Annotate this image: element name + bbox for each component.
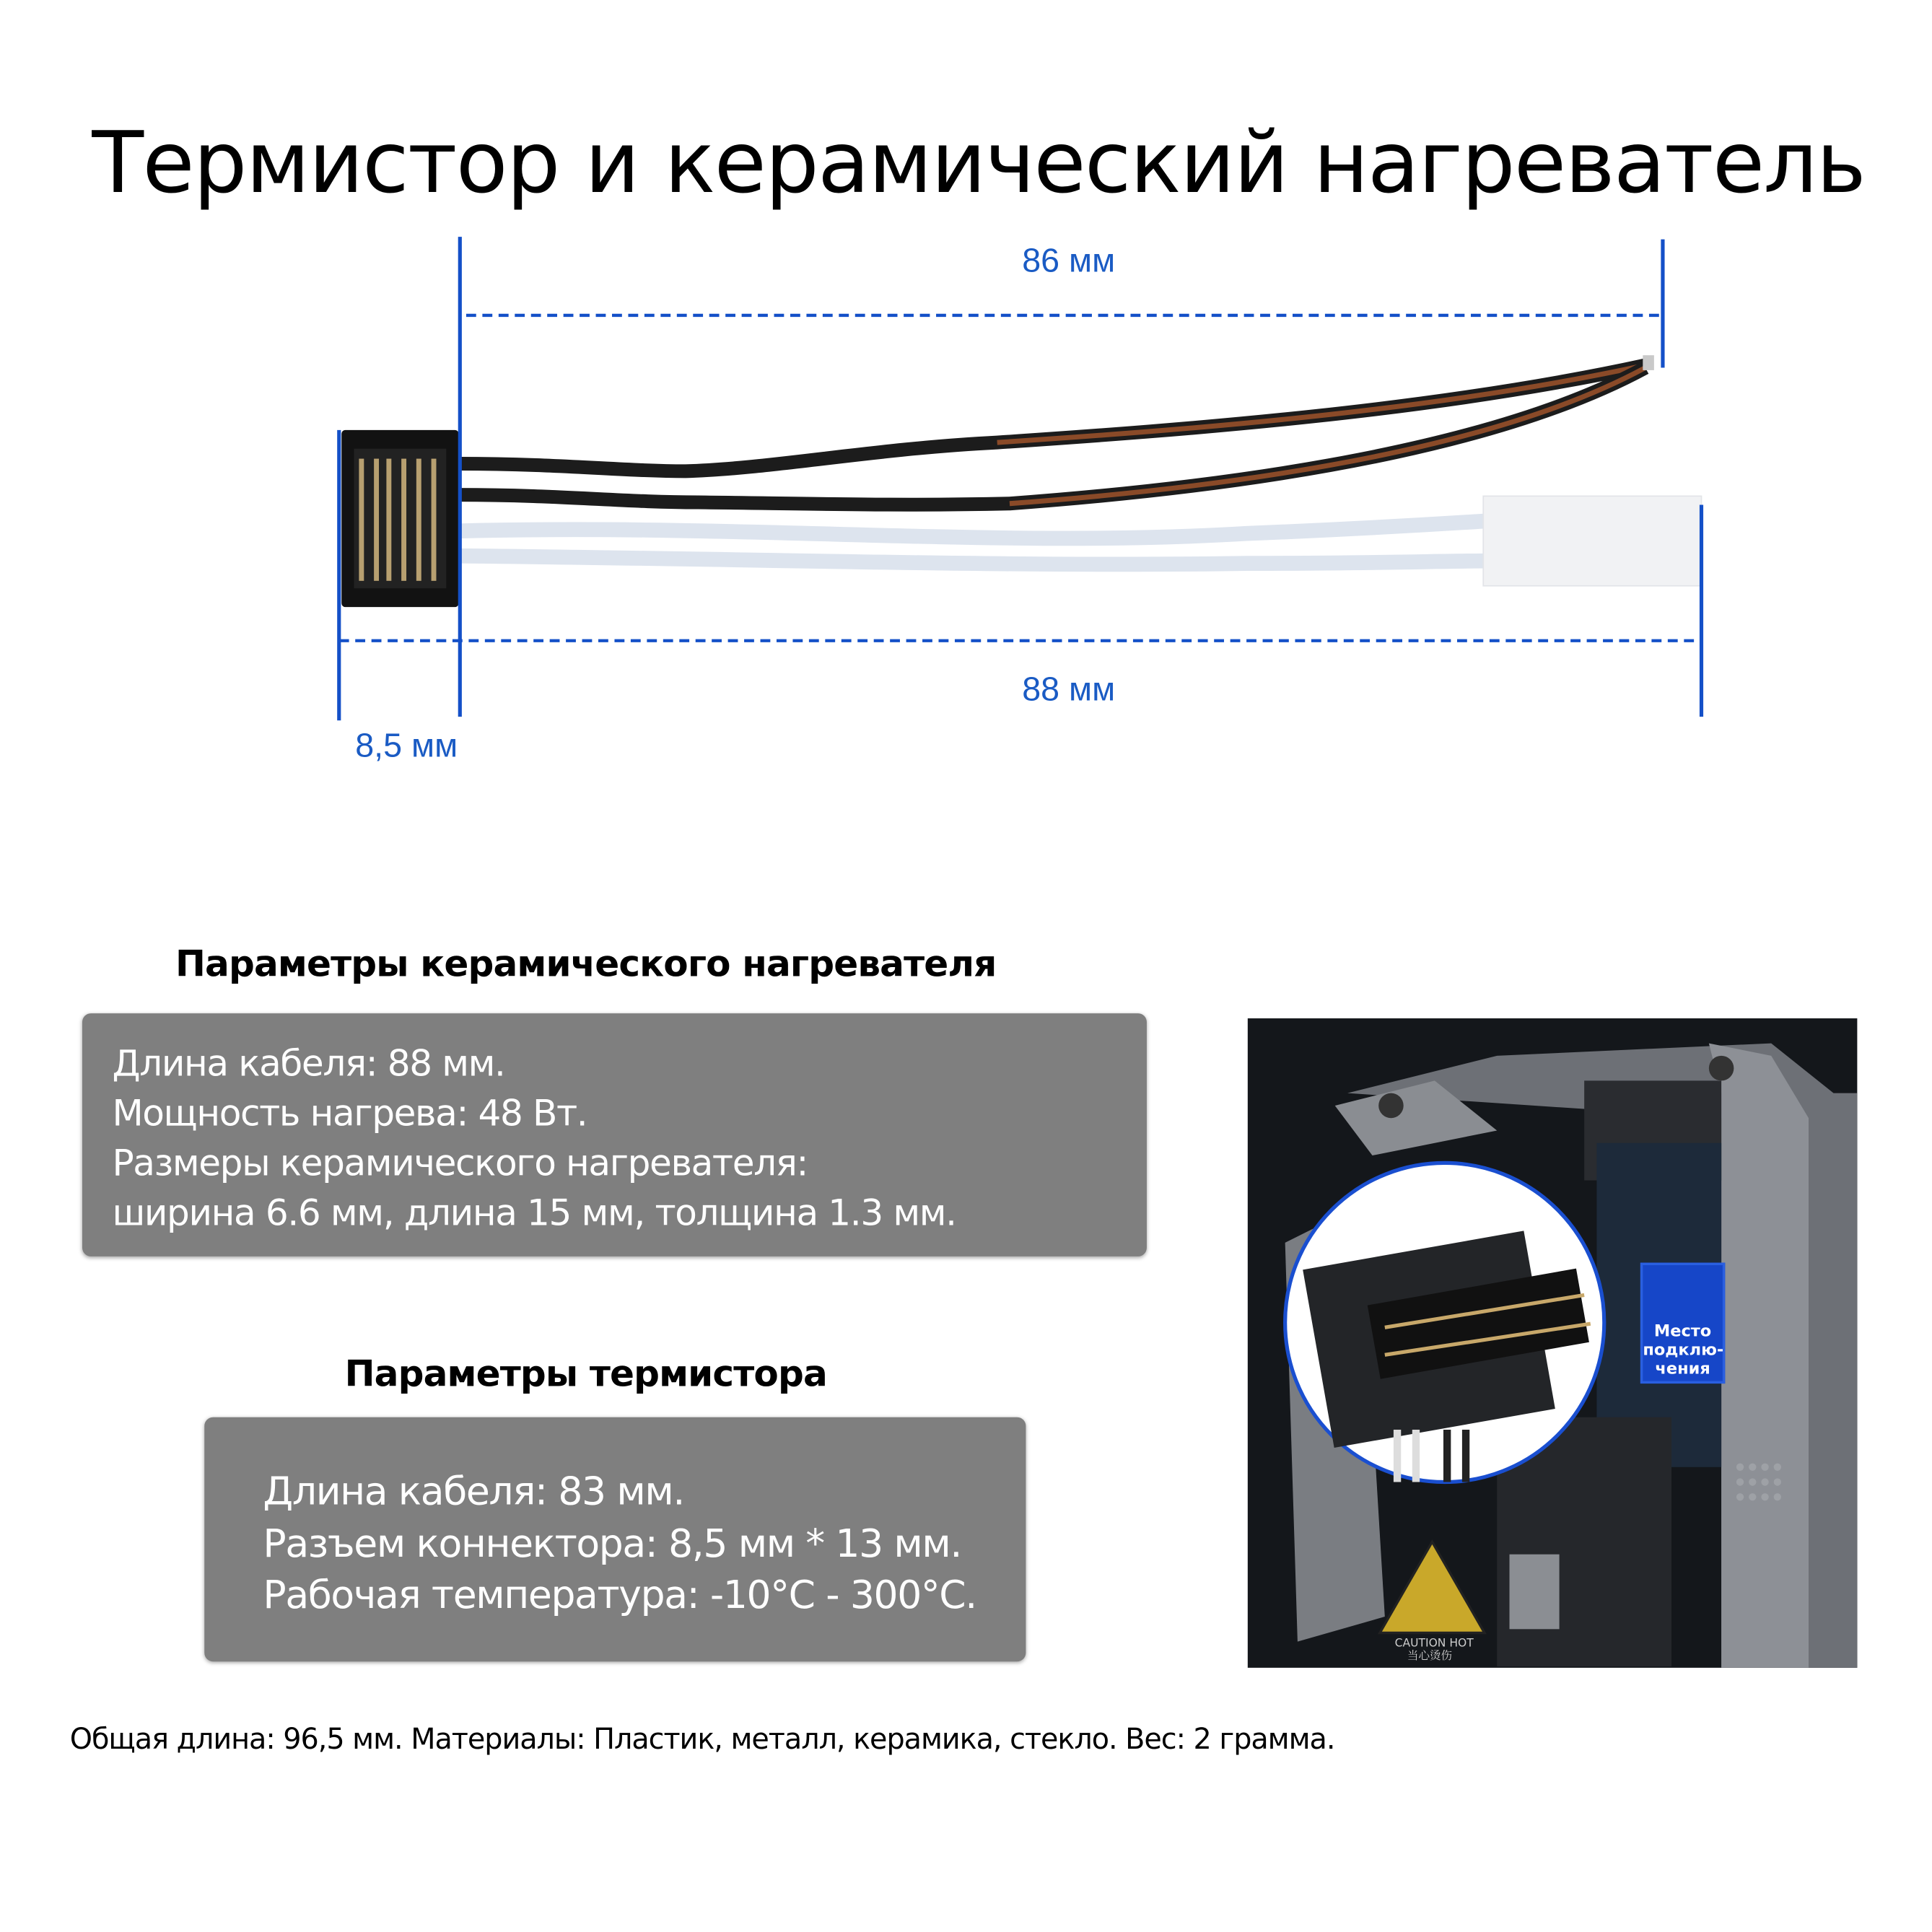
heater-params-heading: Параметры керамического нагревателя [175,942,997,985]
page-title: Термистор и керамический нагреватель [92,114,1866,214]
heater-power: Мощность нагрева: 48 Вт. [112,1091,587,1135]
heater-params-box [82,1013,1147,1256]
footer-specs: Общая длина: 96,5 мм. Материалы: Пластик, металл, керамика, стекло. Вес: 2 грамма. [69,1723,1335,1757]
tag-line: Место [1653,1322,1712,1342]
thermistor-length-label: 86 мм [1022,242,1116,279]
heater-wire-1 [459,521,1486,538]
thermistor-params-heading: Параметры термистора [344,1352,827,1395]
heater-cable-length: Длина кабеля: 88 мм. [112,1041,505,1085]
caution-label-cn: 当心烫伤 [1407,1650,1453,1663]
connection-point-label [1640,1263,1725,1384]
thermistor-connector-size: Разъем коннектора: 8,5 мм * 13 мм. [263,1521,962,1567]
tag-line: подклю- [1643,1341,1724,1360]
ceramic-heater [1483,496,1701,585]
thermistor-bead [1643,355,1654,370]
thermistor-temperature: Рабочая температура: -10°C - 300°C. [263,1573,976,1618]
heater-length-label: 88 мм [1022,670,1116,708]
heater-size-values: ширина 6.6 мм, длина 15 мм, толщина 1.3 мм. [112,1192,956,1234]
caution-label: CAUTION HOT [1394,1638,1474,1651]
heater-size-label: Размеры керамического нагревателя: [112,1142,808,1184]
tag-line: чения [1655,1360,1710,1379]
thermistor-wire-1 [459,365,1645,471]
installation-photo [1248,1018,1858,1668]
connector-width-label: 8,5 мм [355,726,458,764]
thermistor-params-box [204,1417,1026,1662]
product-diagram [0,0,1932,873]
heater-wire-2 [459,556,1486,564]
thermistor-cable-length: Длина кабеля: 83 мм. [263,1469,685,1515]
caution-triangle [1380,1542,1485,1632]
